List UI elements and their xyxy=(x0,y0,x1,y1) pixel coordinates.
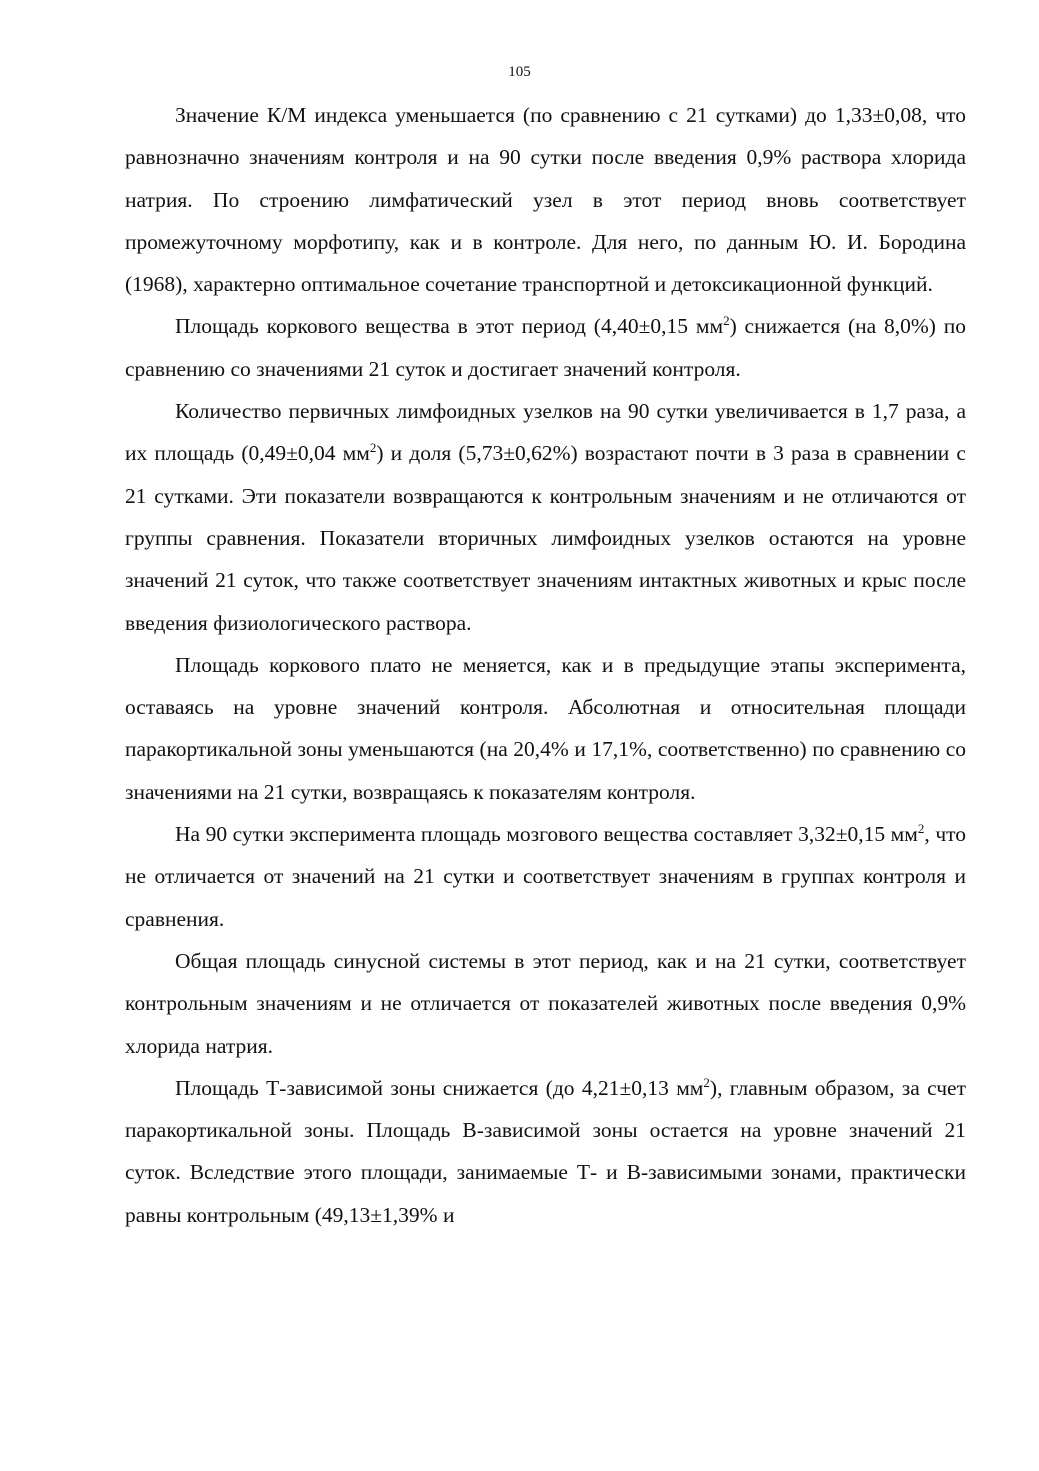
paragraph-text: Площадь коркового плато не меняется, как и в предыдущие этапы эксперимента, оставаясь на уровне значений контроля. Абсолютная и относительная площади паракортикальной зоны уменьшаются (на 20,4% и 17,1%, соответственно) по сравнению со значениями на 21 сутки, возвращаясь к показателям контроля. xyxy=(125,652,966,804)
page-number: 105 xyxy=(508,64,531,80)
paragraph-t-zone xyxy=(125,1067,966,1236)
paragraph-km-index xyxy=(125,94,966,305)
paragraph-text: Общая площадь синусной системы в этот период, как и на 21 сутки, соответствует контрольным значениям и не отличается от показателей животных после введения 0,9% хлорида натрия. xyxy=(125,948,966,1058)
paragraph-cortex-area xyxy=(125,305,966,390)
paragraph-text: Количество первичных лимфоидных узелков на 90 сутки увеличивается в 1,7 раза, а их площадь (0,49±0,04 мм xyxy=(125,399,966,466)
superscript: 2 xyxy=(723,313,730,329)
paragraph-text: Площадь Т-зависимой зоны снижается (до 4,21±0,13 мм xyxy=(175,1075,704,1100)
paragraph-text: ) снижается (на 8,0%) по сравнению со значениями 21 суток и достигает значений контроля. xyxy=(125,314,967,381)
paragraph-text: Площадь коркового вещества в этот период (4,40±0,15 мм xyxy=(175,314,724,339)
body-text xyxy=(125,94,966,1236)
superscript: 2 xyxy=(917,821,925,837)
paragraph-text: ), главным образом, за счет паракортикальной зоны. Площадь В-зависимой зоны остается на уровне значений 21 суток. Вследствие этого площади, занимаемые Т- и В-зависимыми зонами, практически равны контрольным (49,13±1,39% и xyxy=(125,1075,967,1227)
paragraph-sinus-system xyxy=(125,940,966,1067)
paragraph-medulla-area xyxy=(125,813,966,940)
paragraph-text: ) и доля (5,73±0,62%) возрастают почти в 3 раза в сравнении с 21 сутками. Эти показатели возвращаются к контрольным значениям и не отличаются от группы сравнения. Показатели вторичных лимфоидных узелков остаются на уровне значений 21 суток, что также соответствует значениям интактных животных и крыс после введения физиологического раствора. xyxy=(125,441,966,635)
superscript: 2 xyxy=(703,1074,710,1090)
superscript: 2 xyxy=(369,440,377,456)
paragraph-cortical-plateau xyxy=(125,644,966,813)
paragraph-primary-nodules xyxy=(125,390,966,644)
paragraph-text: , что не отличается от значений на 21 сутки и соответствует значениям в группах контроля и сравнения. xyxy=(125,822,966,931)
paragraph-text: Значение К/М индекса уменьшается (по сравнению с 21 сутками) до 1,33±0,08, что равнозначно значениям контроля и на 90 сутки после введения 0,9% раствора хлорида натрия. По строению лимфатический узел в этот период вновь соответствует промежуточному морфотипу, как и в контроле. Для него, по данным Ю. И. Бородина (1968), характерно оптимальное сочетание транспортной и детоксикационной функций. xyxy=(125,103,966,297)
paragraph-text: На 90 сутки эксперимента площадь мозгового вещества составляет 3,32±0,15 мм xyxy=(175,822,918,847)
